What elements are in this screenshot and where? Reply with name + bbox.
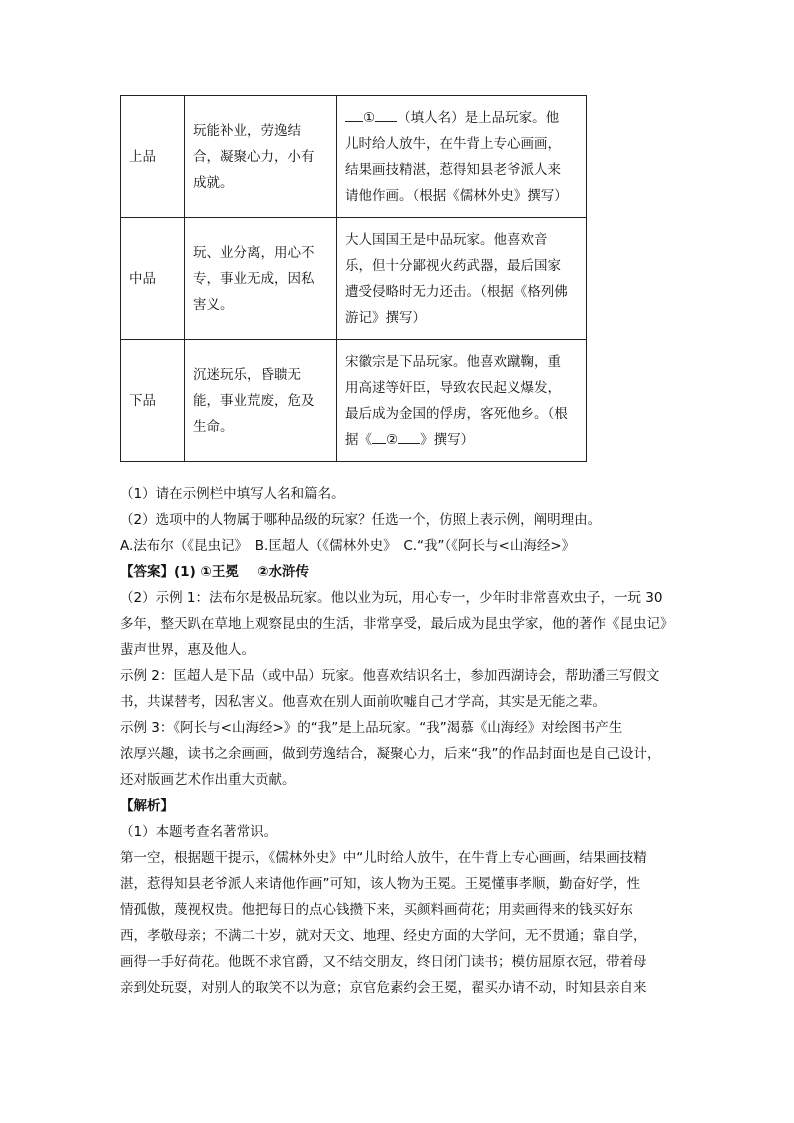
example-line (345, 105, 578, 131)
example-line (345, 427, 578, 453)
player-grade-table (120, 95, 587, 462)
analysis-line: 亲到处玩耍，对别人的取笑不以为意；京官危素约会王冕，翟买办请不动，时知县亲自来 (120, 980, 647, 996)
example-cell (337, 96, 587, 218)
grade-desc-cell (185, 96, 337, 218)
example-line: 结果画技精湛，惹得知县老爷派人来 (345, 161, 561, 178)
analysis-line: 画得一手好荷花。他既不求官爵，又不结交朋友，终日闭门读书；模仿屈原衣冠，带着母 (120, 954, 647, 970)
analysis-line: 湛，惹得知县老爷派人来请他作画”可知，该人物为王冕。王冕懂事孝顺，勤奋好学，性 (120, 876, 640, 892)
grade-desc-cell (185, 218, 337, 340)
analysis-line: 第一空，根据题干提示，《儒林外史》中“儿时给人放牛，在牛背上专心画画，结果画技精 (120, 850, 647, 866)
answer-line: 还对版画艺术作出重大贡献。 (120, 772, 296, 788)
question-line: （2）选项中的人物属于哪种品级的玩家？任选一个，仿照上表示例，阐明理由。 (120, 512, 602, 528)
example-line: 请他作画。（根据《儒林外史》撰写） (345, 187, 568, 204)
question-and-answer-text (120, 481, 680, 1001)
analysis-heading: 【解析】 (120, 798, 174, 814)
answer-line: （2）示例 1：法布尔是极品玩家。他以业为玩，用心专一，少年时非常喜欢虫子，一玩 30 (120, 590, 663, 606)
answer-line: 多年，整天趴在草地上观察昆虫的生活，非常享受，最后成为昆虫学家，他的著作《昆虫记》 (120, 616, 674, 632)
answer-line: 蜚声世界，惠及他人。 (120, 642, 255, 658)
grade-level-cell: 下品 (121, 340, 185, 462)
example-text: （填人名）是上品玩家。他 (397, 109, 560, 126)
grade-level-cell: 中品 (121, 218, 185, 340)
example-line: 最后成为金国的俘虏，客死他乡。（根 (345, 405, 568, 422)
answer-line: 示例 3：《阿长与<山海经>》的“我”是上品玩家。“我”渴慕《山海经》对绘图书产生 (120, 720, 623, 736)
answer-line: 书，共谋替考，因私害义。他喜欢在别人面前吹嘘自己才学高，其实是无能之辈。 (120, 694, 606, 710)
desc-line: 沉迷玩乐，昏聩无 (193, 366, 301, 383)
fill-blank (372, 443, 386, 444)
grade-level-cell: 上品 (121, 96, 185, 218)
fill-blank (375, 121, 397, 122)
answer-line: 示例 2：匡超人是下品（或中品）玩家。他喜欢结识名士，参加西湖诗会，帮助潘三写假文 (120, 668, 660, 684)
answer-line: 浓厚兴趣，读书之余画画，做到劳逸结合，凝聚心力，后来“我”的作品封面也是自己设计， (120, 746, 661, 762)
fill-blank (398, 443, 420, 444)
table-row (121, 96, 587, 218)
options-line: A.法布尔（《昆虫记》 B.匡超人（《儒林外史》 C.“我”（《阿长与<山海经>》 (120, 538, 576, 554)
example-line: 游记》撰写） (345, 309, 426, 326)
blank-label: ② (386, 431, 399, 448)
example-line: 大人国国王是中品玩家。他喜欢音 (345, 231, 548, 248)
example-text: 据《 (345, 431, 372, 448)
analysis-line: （1）本题考查名著常识。 (120, 824, 278, 840)
fill-blank (345, 121, 363, 122)
grade-desc-cell (185, 340, 337, 462)
example-line: 儿时给人放牛，在牛背上专心画画， (345, 135, 561, 152)
example-line: 宋徽宗是下品玩家。他喜欢蹴鞠，重 (345, 353, 561, 370)
table-row (121, 340, 587, 462)
desc-line: 专，事业无成，因私 (193, 270, 315, 287)
desc-line: 生命。 (193, 418, 234, 435)
desc-line: 玩、业分离，用心不 (193, 244, 315, 261)
desc-line: 成就。 (193, 174, 234, 191)
desc-line: 害义。 (193, 296, 234, 313)
example-line: 遭受侵略时无力还击。（根据《格列佛 (345, 283, 568, 300)
example-text: 》撰写） (420, 431, 475, 448)
example-line: 用高逑等奸臣，导致农民起义爆发， (345, 379, 561, 396)
example-cell (337, 218, 587, 340)
question-line: （1）请在示例栏中填写人名和篇名。 (120, 486, 345, 502)
desc-line: 玩能补业，劳逸结 (193, 122, 301, 139)
table-row (121, 218, 587, 340)
answer-heading: 【答案】(1) ①王冕 ②水浒传 (120, 564, 309, 580)
desc-line: 合，凝聚心力，小有 (193, 148, 315, 165)
analysis-line: 西，孝敬母亲；不满二十岁，就对天文、地理、经史方面的大学问，无不贯通；靠自学， (120, 928, 647, 944)
example-line: 乐，但十分鄙视火药武器，最后国家 (345, 257, 561, 274)
desc-line: 能，事业荒废，危及 (193, 392, 315, 409)
blank-label: ① (363, 109, 376, 126)
example-cell (337, 340, 587, 462)
analysis-line: 情孤傲，蔑视权贵。他把每日的点心钱攒下来，买颜料画荷花；用卖画得来的钱买好东 (120, 902, 633, 918)
